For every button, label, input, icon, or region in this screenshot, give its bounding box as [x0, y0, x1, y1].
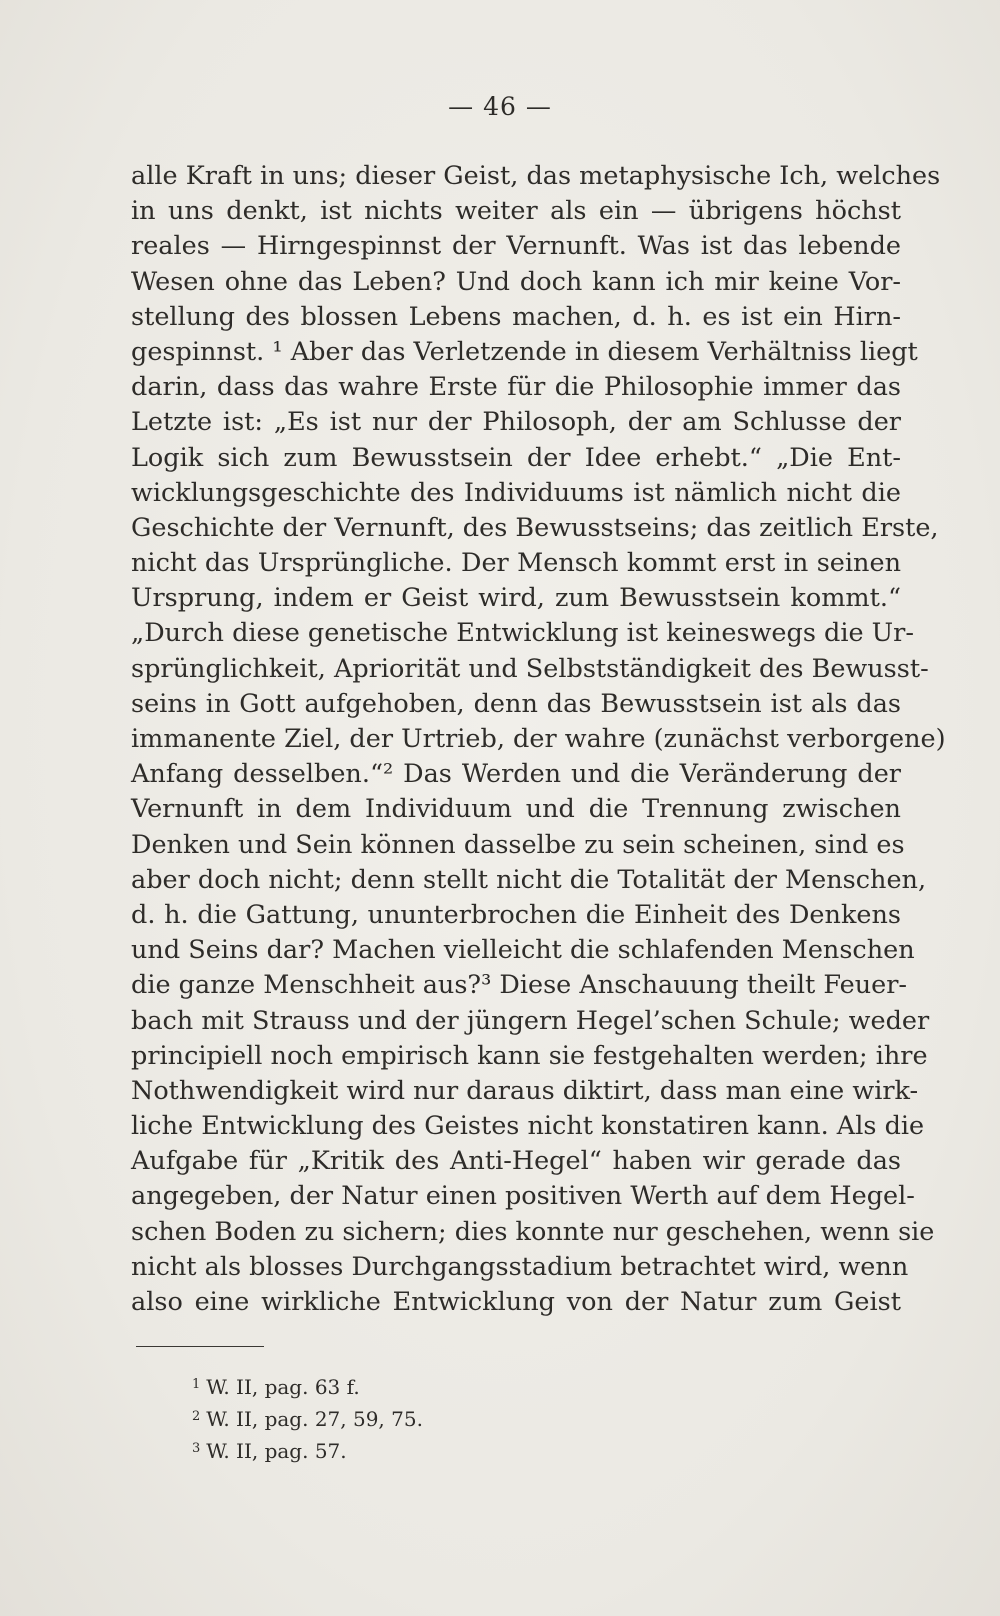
text-line: Logik sich zum Bewusstsein der Idee erhebt.“ „Die Ent-	[131, 442, 901, 473]
body-text	[131, 159, 946, 1320]
footnote-text: W. II, pag. 57.	[206, 1439, 347, 1463]
text-line: Wesen ohne das Leben? Und doch kann ich mir keine Vor-	[131, 266, 901, 297]
footnote-number: 3	[192, 1441, 201, 1456]
footnote	[192, 1434, 423, 1466]
text-line: seins in Gott aufgehoben, denn das Bewusstsein ist als das	[131, 688, 901, 719]
text-line: principiell noch empirisch kann sie festgehalten werden; ihre	[131, 1040, 928, 1071]
text-line: d. h. die Gattung, ununterbrochen die Einheit des Denkens	[131, 899, 901, 930]
footnote-divider	[136, 1346, 264, 1347]
footnote-number: 1	[192, 1377, 201, 1392]
text-line: schen Boden zu sichern; dies konnte nur geschehen, wenn sie	[131, 1216, 935, 1247]
text-line: „Durch diese genetische Entwicklung ist keineswegs die Ur-	[131, 618, 914, 649]
text-line: Aufgabe für „Kritik des Anti-Hegel“ haben wir gerade das	[131, 1146, 901, 1177]
text-line: in uns denkt, ist nichts weiter als ein — übrigens höchst	[131, 196, 901, 227]
text-line: liche Entwicklung des Geistes nicht konstatiren kann. Als die	[131, 1111, 925, 1142]
text-line: stellung des blossen Lebens machen, d. h. es ist ein Hirn-	[131, 301, 901, 332]
footnote	[192, 1402, 423, 1434]
footnote	[192, 1370, 423, 1402]
page-number: — 46 —	[448, 92, 552, 121]
text-line: darin, dass das wahre Erste für die Philosophie immer das	[131, 372, 901, 403]
text-line: wicklungsgeschichte des Individuums ist nämlich nicht die	[131, 477, 901, 508]
text-line: Geschichte der Vernunft, des Bewusstseins; das zeitlich Erste,	[131, 512, 939, 543]
text-line: Denken und Sein können dasselbe zu sein scheinen, sind es	[131, 829, 905, 860]
text-line: also eine wirkliche Entwicklung von der Natur zum Geist	[131, 1287, 901, 1317]
text-line: reales — Hirngespinnst der Vernunft. Was ist das lebende	[131, 231, 901, 262]
text-line: nicht als blosses Durchgangsstadium betrachtet wird, wenn	[131, 1251, 909, 1282]
text-line: nicht das Ursprüngliche. Der Mensch kommt erst in seinen	[131, 548, 901, 579]
footnote-text: W. II, pag. 27, 59, 75.	[206, 1407, 423, 1431]
text-line: und Seins dar? Machen vielleicht die schlafenden Menschen	[131, 935, 915, 966]
footnote-number: 2	[192, 1409, 201, 1424]
text-line: Anfang desselben.“² Das Werden und die Veränderung der	[131, 759, 901, 790]
text-line: angegeben, der Natur einen positiven Werth auf dem Hegel-	[131, 1181, 915, 1212]
footnotes	[192, 1370, 423, 1466]
text-line: alle Kraft in uns; dieser Geist, das metaphysische Ich, welches	[131, 161, 941, 191]
footnote-text: W. II, pag. 63 f.	[206, 1375, 360, 1399]
text-line: gespinnst. ¹ Aber das Verletzende in diesem Verhältniss liegt	[131, 336, 918, 367]
text-line: Ursprung, indem er Geist wird, zum Bewusstsein kommt.“	[131, 583, 901, 614]
text-line: Nothwendigkeit wird nur daraus diktirt, dass man eine wirk-	[131, 1075, 919, 1106]
text-line: Vernunft in dem Individuum und die Trennung zwischen	[131, 794, 901, 825]
text-line: sprünglichkeit, Apriorität und Selbstständigkeit des Bewusst-	[131, 653, 929, 684]
text-line: die ganze Menschheit aus?³ Diese Anschauung theilt Feuer-	[131, 970, 908, 1001]
text-line: immanente Ziel, der Urtrieb, der wahre (zunächst verborgene)	[131, 724, 946, 754]
text-line: aber doch nicht; denn stellt nicht die Totalität der Menschen,	[131, 864, 927, 895]
text-line: Letzte ist: „Es ist nur der Philosoph, der am Schlusse der	[131, 407, 901, 438]
text-line: bach mit Strauss und der jüngern Hegel’schen Schule; weder	[131, 1005, 930, 1036]
